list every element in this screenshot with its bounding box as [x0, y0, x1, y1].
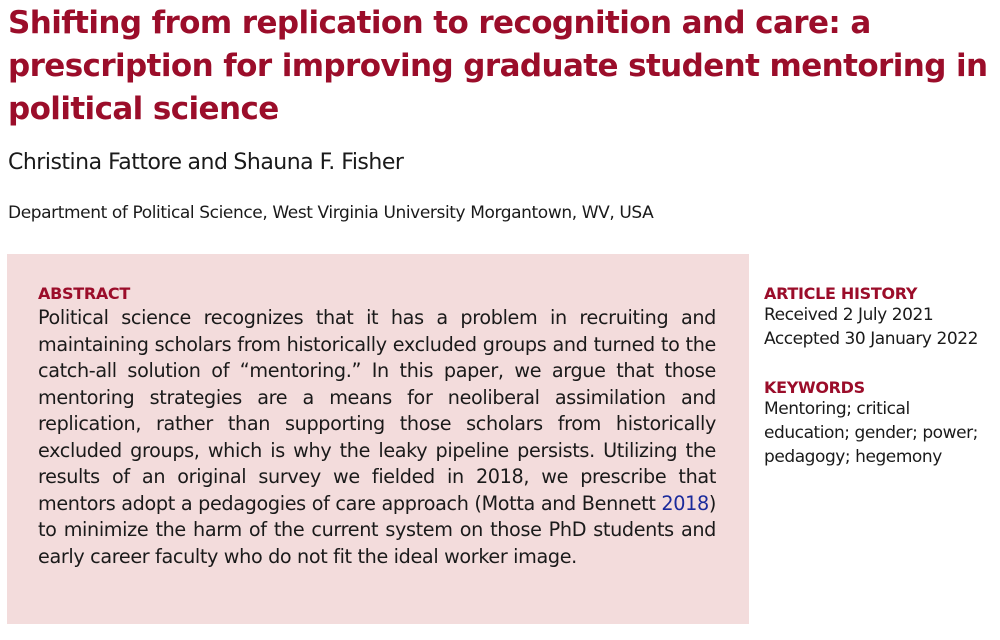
article-history [764, 284, 996, 351]
author-name: Christina Fattore [8, 150, 182, 175]
author-name: Shauna F. Fisher [233, 150, 404, 175]
abstract-text-before-citation: Political science recognizes that it has a problem in recruiting and maintaining scholars from historically excluded groups and turned to the catch-all solution of “mentoring.” In this paper, we argue that those mentoring strategies are a means for neoliberal assimilation and replication, rather than supporting those scholars from historically excluded groups, which is why the leaky pipeline persists. Utilizing the results of an original survey we fielded in 2018, we prescribe that mentors adopt a pedagogies of care approach (Motta and Bennett [38, 306, 716, 515]
accepted-date: Accepted 30 January 2022 [764, 329, 978, 349]
abstract-text-after-citation: ) to minimize the harm of the current system on those PhD students and early career faculty who do not fit the ideal worker image. [38, 491, 716, 568]
received-date: Received 2 July 2021 [764, 305, 934, 325]
citation-link[interactable]: 2018 [661, 491, 709, 515]
author-affiliation: Department of Political Science, West Virginia University Morgantown, WV, USA [8, 203, 654, 223]
keywords-list: Mentoring; critical education; gender; power; pedagogy; hegemony [764, 399, 978, 467]
keywords-heading: KEYWORDS [764, 378, 865, 397]
author-list [8, 150, 403, 175]
keywords-section [764, 378, 996, 469]
abstract-heading: ABSTRACT [38, 284, 130, 303]
article-history-heading: ARTICLE HISTORY [764, 284, 918, 303]
author-separator: and [187, 150, 228, 175]
article-title: Shifting from replication to recognition and care: a prescription for improving graduate student mentoring in political science [8, 5, 988, 127]
abstract-box [7, 254, 749, 624]
abstract-text [38, 305, 716, 570]
